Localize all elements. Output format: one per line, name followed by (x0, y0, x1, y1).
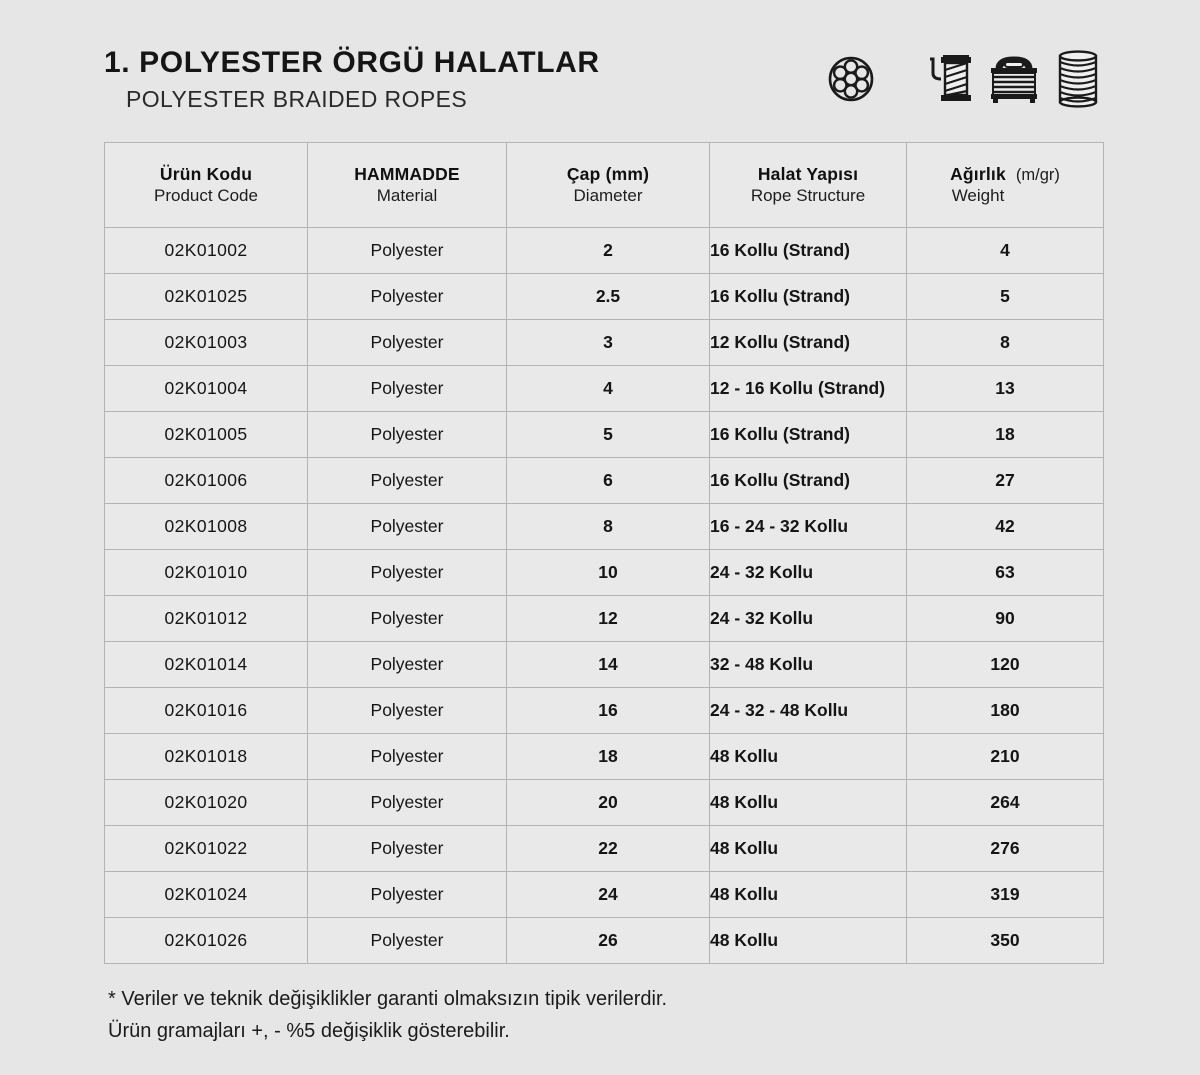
cell-product-code: 02K01014 (105, 642, 308, 688)
product-icon-strip (828, 50, 1102, 108)
cell-diameter: 12 (507, 596, 710, 642)
table-row (105, 642, 1104, 688)
cell-diameter: 14 (507, 642, 710, 688)
cell-product-code: 02K01006 (105, 458, 308, 504)
cell-diameter: 16 (507, 688, 710, 734)
cell-rope-structure: 16 - 24 - 32 Kollu (710, 504, 907, 550)
column-header-weight-tr: Ağırlık (950, 164, 1006, 184)
cell-weight: 18 (907, 412, 1104, 458)
table-row (105, 688, 1104, 734)
cell-material: Polyester (308, 780, 507, 826)
cell-product-code: 02K01004 (105, 366, 308, 412)
cell-product-code: 02K01018 (105, 734, 308, 780)
cell-weight: 63 (907, 550, 1104, 596)
cell-weight: 13 (907, 366, 1104, 412)
cell-material: Polyester (308, 872, 507, 918)
cell-product-code: 02K01026 (105, 918, 308, 964)
footnote-line-1: * Veriler ve teknik değişiklikler garanti olmaksızın tipik verilerdir. (108, 988, 668, 1010)
column-header-product-code (105, 143, 308, 228)
cell-rope-structure: 12 Kollu (Strand) (710, 320, 907, 366)
cell-weight: 264 (907, 780, 1104, 826)
cell-product-code: 02K01016 (105, 688, 308, 734)
column-header-weight-en: Weight (951, 186, 1005, 205)
cell-rope-structure: 16 Kollu (Strand) (710, 412, 907, 458)
column-header-diameter (507, 143, 710, 228)
cell-weight: 319 (907, 872, 1104, 918)
cell-rope-structure: 24 - 32 Kollu (710, 596, 907, 642)
table-row (105, 826, 1104, 872)
page-header (104, 46, 1102, 126)
cell-diameter: 22 (507, 826, 710, 872)
cell-diameter: 6 (507, 458, 710, 504)
table-row (105, 366, 1104, 412)
cell-product-code: 02K01002 (105, 228, 308, 274)
cell-rope-structure: 24 - 32 - 48 Kollu (710, 688, 907, 734)
cell-diameter: 2.5 (507, 274, 710, 320)
cell-weight: 180 (907, 688, 1104, 734)
cell-rope-structure: 12 - 16 Kollu (Strand) (710, 366, 907, 412)
thread-spool-icon (922, 51, 976, 107)
cell-diameter: 5 (507, 412, 710, 458)
cell-rope-structure: 16 Kollu (Strand) (710, 228, 907, 274)
cell-weight: 350 (907, 918, 1104, 964)
cell-diameter: 26 (507, 918, 710, 964)
cell-material: Polyester (308, 458, 507, 504)
column-header-rope-structure (710, 143, 907, 228)
cell-weight: 90 (907, 596, 1104, 642)
table-row (105, 274, 1104, 320)
table-row (105, 228, 1104, 274)
cell-product-code: 02K01022 (105, 826, 308, 872)
cell-product-code: 02K01003 (105, 320, 308, 366)
column-header-weight (907, 143, 1104, 228)
cell-weight: 42 (907, 504, 1104, 550)
cell-rope-structure: 32 - 48 Kollu (710, 642, 907, 688)
cell-product-code: 02K01020 (105, 780, 308, 826)
specifications-table (104, 142, 1104, 964)
cell-weight: 210 (907, 734, 1104, 780)
cell-material: Polyester (308, 596, 507, 642)
cell-diameter: 20 (507, 780, 710, 826)
rope-coil-icon (1054, 50, 1102, 108)
cell-material: Polyester (308, 826, 507, 872)
rope-cross-section-icon (828, 56, 874, 102)
title-block (104, 46, 600, 114)
cell-weight: 4 (907, 228, 1104, 274)
cell-diameter: 2 (507, 228, 710, 274)
page-subtitle: POLYESTER BRAIDED ROPES (126, 86, 468, 112)
table-row (105, 320, 1104, 366)
column-header-material-tr: HAMMADDE (354, 164, 460, 184)
cell-material: Polyester (308, 642, 507, 688)
table-row (105, 734, 1104, 780)
cell-weight: 5 (907, 274, 1104, 320)
table-row (105, 458, 1104, 504)
table-row (105, 550, 1104, 596)
column-header-weight-unit: (m/gr) (1015, 166, 1060, 184)
cell-material: Polyester (308, 412, 507, 458)
cell-diameter: 18 (507, 734, 710, 780)
page-title: 1. POLYESTER ÖRGÜ HALATLAR (104, 46, 600, 79)
table-header-row (105, 143, 1104, 228)
footnote-line-2: Ürün gramajları +, - %5 değişiklik gösterebilir. (108, 1020, 510, 1042)
cell-product-code: 02K01005 (105, 412, 308, 458)
column-header-diameter-en: Diameter (573, 186, 643, 205)
cell-product-code: 02K01024 (105, 872, 308, 918)
cell-material: Polyester (308, 228, 507, 274)
cell-product-code: 02K01010 (105, 550, 308, 596)
cell-material: Polyester (308, 918, 507, 964)
cell-product-code: 02K01025 (105, 274, 308, 320)
cell-material: Polyester (308, 688, 507, 734)
cell-rope-structure: 48 Kollu (710, 734, 907, 780)
table-row (105, 872, 1104, 918)
table-row (105, 596, 1104, 642)
specifications-table-wrapper (104, 142, 1103, 964)
cell-rope-structure: 48 Kollu (710, 826, 907, 872)
column-header-rope-structure-en: Rope Structure (750, 186, 866, 205)
column-header-product-code-tr: Ürün Kodu (159, 164, 253, 184)
table-row (105, 780, 1104, 826)
rope-hank-with-handle-icon (986, 51, 1042, 107)
cell-rope-structure: 16 Kollu (Strand) (710, 274, 907, 320)
table-row (105, 918, 1104, 964)
cell-rope-structure: 48 Kollu (710, 780, 907, 826)
cell-material: Polyester (308, 366, 507, 412)
cell-product-code: 02K01012 (105, 596, 308, 642)
cell-rope-structure: 48 Kollu (710, 872, 907, 918)
column-header-diameter-tr: Çap (mm) (566, 164, 650, 184)
cell-weight: 276 (907, 826, 1104, 872)
cell-material: Polyester (308, 320, 507, 366)
cell-diameter: 10 (507, 550, 710, 596)
cell-diameter: 8 (507, 504, 710, 550)
cell-diameter: 24 (507, 872, 710, 918)
cell-weight: 27 (907, 458, 1104, 504)
footnote (108, 983, 1008, 1047)
cell-rope-structure: 48 Kollu (710, 918, 907, 964)
column-header-material-en: Material (376, 186, 438, 205)
table-row (105, 412, 1104, 458)
cell-product-code: 02K01008 (105, 504, 308, 550)
cell-weight: 120 (907, 642, 1104, 688)
column-header-material (308, 143, 507, 228)
cell-diameter: 4 (507, 366, 710, 412)
cell-rope-structure: 24 - 32 Kollu (710, 550, 907, 596)
cell-weight: 8 (907, 320, 1104, 366)
cell-material: Polyester (308, 550, 507, 596)
column-header-rope-structure-tr: Halat Yapısı (757, 164, 859, 184)
table-body (105, 228, 1104, 964)
table-row (105, 504, 1104, 550)
cell-rope-structure: 16 Kollu (Strand) (710, 458, 907, 504)
cell-diameter: 3 (507, 320, 710, 366)
cell-material: Polyester (308, 504, 507, 550)
cell-material: Polyester (308, 274, 507, 320)
cell-material: Polyester (308, 734, 507, 780)
table-header (105, 143, 1104, 228)
column-header-product-code-en: Product Code (154, 186, 258, 205)
